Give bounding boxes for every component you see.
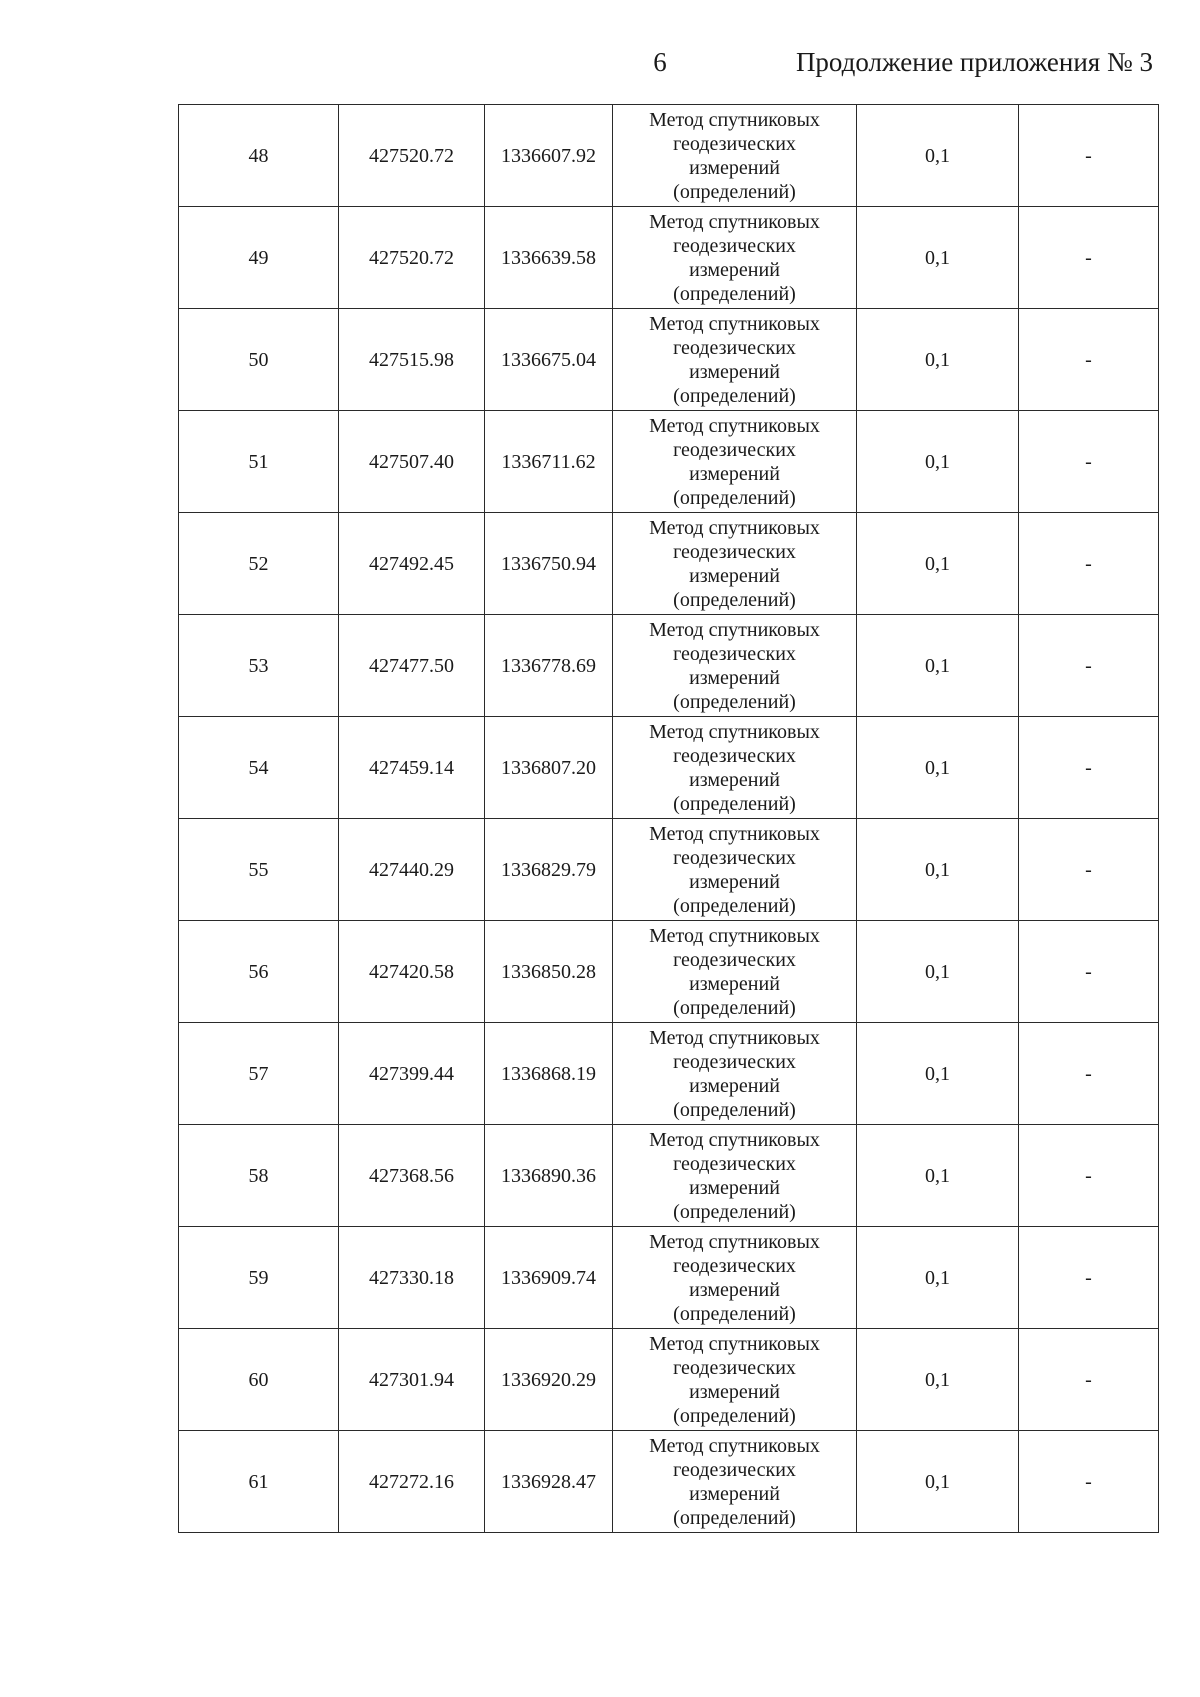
method-cell bbox=[613, 207, 857, 309]
coordinate-y-cell: 1336639.58 bbox=[485, 207, 613, 309]
method-text-line: (определений) bbox=[673, 792, 796, 815]
coordinate-y-cell: 1336850.28 bbox=[485, 921, 613, 1023]
method-text-line: Метод спутниковых bbox=[649, 1434, 820, 1457]
coordinate-y-cell: 1336909.74 bbox=[485, 1227, 613, 1329]
method-text-line: измерений bbox=[689, 564, 780, 587]
coordinate-y-cell: 1336750.94 bbox=[485, 513, 613, 615]
accuracy-cell: 0,1 bbox=[857, 513, 1019, 615]
method-text-line: геодезических bbox=[673, 1152, 796, 1175]
method-text-line: Метод спутниковых bbox=[649, 1026, 820, 1049]
method-text-line: Метод спутниковых bbox=[649, 210, 820, 233]
note-cell: - bbox=[1019, 1125, 1159, 1227]
method-text-line: геодезических bbox=[673, 1050, 796, 1073]
method-text-line: Метод спутниковых bbox=[649, 1230, 820, 1253]
accuracy-cell: 0,1 bbox=[857, 921, 1019, 1023]
coordinate-x-cell: 427477.50 bbox=[339, 615, 485, 717]
accuracy-cell: 0,1 bbox=[857, 1023, 1019, 1125]
point-number-cell: 51 bbox=[179, 411, 339, 513]
table-row bbox=[179, 921, 1159, 1023]
method-text-line: (определений) bbox=[673, 690, 796, 713]
note-cell: - bbox=[1019, 1329, 1159, 1431]
method-text-line: геодезических bbox=[673, 744, 796, 767]
method-cell bbox=[613, 921, 857, 1023]
coordinate-y-cell: 1336607.92 bbox=[485, 105, 613, 207]
note-cell: - bbox=[1019, 819, 1159, 921]
method-text-line: измерений bbox=[689, 462, 780, 485]
coordinate-x-cell: 427492.45 bbox=[339, 513, 485, 615]
coordinate-x-cell: 427272.16 bbox=[339, 1431, 485, 1533]
method-text-line: геодезических bbox=[673, 540, 796, 563]
note-cell: - bbox=[1019, 717, 1159, 819]
coordinate-y-cell: 1336890.36 bbox=[485, 1125, 613, 1227]
table-row bbox=[179, 411, 1159, 513]
method-text-line: Метод спутниковых bbox=[649, 822, 820, 845]
coordinate-y-cell: 1336711.62 bbox=[485, 411, 613, 513]
page-number: 6 bbox=[653, 47, 667, 77]
method-text-line: Метод спутниковых bbox=[649, 312, 820, 335]
accuracy-cell: 0,1 bbox=[857, 615, 1019, 717]
coordinate-y-cell: 1336807.20 bbox=[485, 717, 613, 819]
point-number-cell: 58 bbox=[179, 1125, 339, 1227]
method-text-line: измерений bbox=[689, 666, 780, 689]
accuracy-cell: 0,1 bbox=[857, 411, 1019, 513]
method-text-line: геодезических bbox=[673, 234, 796, 257]
method-text-line: (определений) bbox=[673, 894, 796, 917]
method-text-line: (определений) bbox=[673, 588, 796, 611]
table-row bbox=[179, 717, 1159, 819]
coordinate-x-cell: 427368.56 bbox=[339, 1125, 485, 1227]
accuracy-cell: 0,1 bbox=[857, 105, 1019, 207]
table-row bbox=[179, 1329, 1159, 1431]
method-text-line: геодезических bbox=[673, 642, 796, 665]
method-text-line: измерений bbox=[689, 1482, 780, 1505]
coordinate-x-cell: 427420.58 bbox=[339, 921, 485, 1023]
method-cell bbox=[613, 1431, 857, 1533]
table-row bbox=[179, 105, 1159, 207]
table-row bbox=[179, 1431, 1159, 1533]
method-text-line: Метод спутниковых bbox=[649, 516, 820, 539]
coordinate-x-cell: 427459.14 bbox=[339, 717, 485, 819]
accuracy-cell: 0,1 bbox=[857, 1329, 1019, 1431]
method-text-line: Метод спутниковых bbox=[649, 1332, 820, 1355]
point-number-cell: 50 bbox=[179, 309, 339, 411]
coordinate-x-cell: 427440.29 bbox=[339, 819, 485, 921]
method-text-line: измерений bbox=[689, 1074, 780, 1097]
coordinates-table-body bbox=[179, 105, 1159, 1533]
method-text-line: геодезических bbox=[673, 336, 796, 359]
method-cell bbox=[613, 819, 857, 921]
point-number-cell: 59 bbox=[179, 1227, 339, 1329]
point-number-cell: 52 bbox=[179, 513, 339, 615]
method-cell bbox=[613, 1227, 857, 1329]
coordinate-x-cell: 427301.94 bbox=[339, 1329, 485, 1431]
table-row bbox=[179, 207, 1159, 309]
method-text-line: измерений bbox=[689, 870, 780, 893]
coordinate-x-cell: 427515.98 bbox=[339, 309, 485, 411]
point-number-cell: 53 bbox=[179, 615, 339, 717]
method-cell bbox=[613, 1329, 857, 1431]
note-cell: - bbox=[1019, 615, 1159, 717]
method-text-line: Метод спутниковых bbox=[649, 618, 820, 641]
method-text-line: измерений bbox=[689, 360, 780, 383]
table-row bbox=[179, 309, 1159, 411]
coordinate-y-cell: 1336928.47 bbox=[485, 1431, 613, 1533]
method-cell bbox=[613, 309, 857, 411]
point-number-cell: 61 bbox=[179, 1431, 339, 1533]
accuracy-cell: 0,1 bbox=[857, 1431, 1019, 1533]
table-row bbox=[179, 1023, 1159, 1125]
method-text-line: измерений bbox=[689, 768, 780, 791]
method-text-line: (определений) bbox=[673, 1200, 796, 1223]
point-number-cell: 54 bbox=[179, 717, 339, 819]
point-number-cell: 57 bbox=[179, 1023, 339, 1125]
method-text-line: измерений bbox=[689, 1278, 780, 1301]
page-heading: Продолжение приложения № 3 bbox=[795, 47, 1153, 77]
method-text-line: измерений bbox=[689, 156, 780, 179]
method-text-line: (определений) bbox=[673, 1098, 796, 1121]
method-text-line: измерений bbox=[689, 972, 780, 995]
method-cell bbox=[613, 1125, 857, 1227]
method-text-line: геодезических bbox=[673, 1356, 796, 1379]
method-text-line: геодезических bbox=[673, 948, 796, 971]
coordinate-x-cell: 427520.72 bbox=[339, 207, 485, 309]
accuracy-cell: 0,1 bbox=[857, 1227, 1019, 1329]
note-cell: - bbox=[1019, 1023, 1159, 1125]
accuracy-cell: 0,1 bbox=[857, 819, 1019, 921]
note-cell: - bbox=[1019, 411, 1159, 513]
coordinate-x-cell: 427330.18 bbox=[339, 1227, 485, 1329]
method-cell bbox=[613, 105, 857, 207]
coordinate-x-cell: 427520.72 bbox=[339, 105, 485, 207]
accuracy-cell: 0,1 bbox=[857, 717, 1019, 819]
point-number-cell: 56 bbox=[179, 921, 339, 1023]
coordinates-table bbox=[178, 104, 1159, 1533]
coordinate-x-cell: 427507.40 bbox=[339, 411, 485, 513]
note-cell: - bbox=[1019, 105, 1159, 207]
point-number-cell: 55 bbox=[179, 819, 339, 921]
method-cell bbox=[613, 615, 857, 717]
accuracy-cell: 0,1 bbox=[857, 207, 1019, 309]
note-cell: - bbox=[1019, 513, 1159, 615]
method-text-line: (определений) bbox=[673, 996, 796, 1019]
point-number-cell: 60 bbox=[179, 1329, 339, 1431]
coordinate-y-cell: 1336778.69 bbox=[485, 615, 613, 717]
coordinate-x-cell: 427399.44 bbox=[339, 1023, 485, 1125]
coordinate-y-cell: 1336868.19 bbox=[485, 1023, 613, 1125]
note-cell: - bbox=[1019, 1431, 1159, 1533]
coordinate-y-cell: 1336829.79 bbox=[485, 819, 613, 921]
note-cell: - bbox=[1019, 207, 1159, 309]
coordinate-y-cell: 1336920.29 bbox=[485, 1329, 613, 1431]
table-row bbox=[179, 819, 1159, 921]
method-text-line: Метод спутниковых bbox=[649, 720, 820, 743]
method-text-line: геодезических bbox=[673, 1458, 796, 1481]
method-text-line: (определений) bbox=[673, 1302, 796, 1325]
method-text-line: (определений) bbox=[673, 1506, 796, 1529]
method-cell bbox=[613, 513, 857, 615]
method-text-line: Метод спутниковых bbox=[649, 108, 820, 131]
method-cell bbox=[613, 1023, 857, 1125]
method-text-line: геодезических bbox=[673, 132, 796, 155]
method-text-line: Метод спутниковых bbox=[649, 1128, 820, 1151]
table-row bbox=[179, 513, 1159, 615]
method-text-line: (определений) bbox=[673, 384, 796, 407]
method-text-line: (определений) bbox=[673, 282, 796, 305]
method-text-line: геодезических bbox=[673, 438, 796, 461]
coordinate-y-cell: 1336675.04 bbox=[485, 309, 613, 411]
method-text-line: Метод спутниковых bbox=[649, 414, 820, 437]
method-text-line: (определений) bbox=[673, 180, 796, 203]
method-text-line: измерений bbox=[689, 1176, 780, 1199]
accuracy-cell: 0,1 bbox=[857, 1125, 1019, 1227]
method-text-line: измерений bbox=[689, 258, 780, 281]
method-text-line: измерений bbox=[689, 1380, 780, 1403]
table-row bbox=[179, 615, 1159, 717]
note-cell: - bbox=[1019, 1227, 1159, 1329]
note-cell: - bbox=[1019, 309, 1159, 411]
accuracy-cell: 0,1 bbox=[857, 309, 1019, 411]
method-cell bbox=[613, 411, 857, 513]
method-text-line: геодезических bbox=[673, 846, 796, 869]
point-number-cell: 48 bbox=[179, 105, 339, 207]
table-row bbox=[179, 1125, 1159, 1227]
method-text-line: геодезических bbox=[673, 1254, 796, 1277]
method-text-line: (определений) bbox=[673, 1404, 796, 1427]
note-cell: - bbox=[1019, 921, 1159, 1023]
method-cell bbox=[613, 717, 857, 819]
point-number-cell: 49 bbox=[179, 207, 339, 309]
table-row bbox=[179, 1227, 1159, 1329]
method-text-line: (определений) bbox=[673, 486, 796, 509]
method-text-line: Метод спутниковых bbox=[649, 924, 820, 947]
